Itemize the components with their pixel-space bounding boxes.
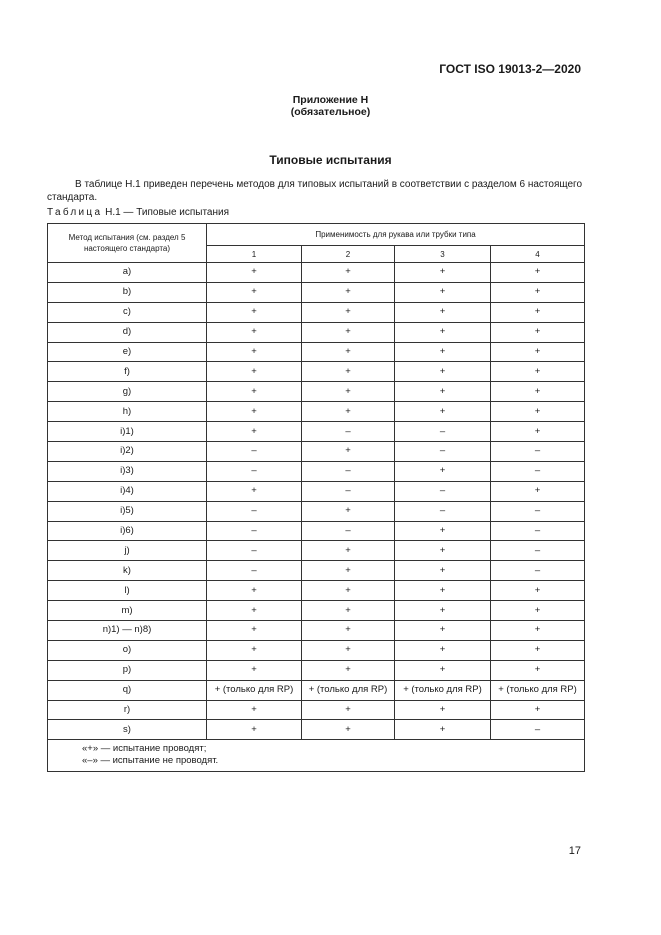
applicability-cell-type-2: +	[302, 263, 395, 283]
table-row	[48, 541, 585, 561]
table-row	[48, 621, 585, 641]
method-column-header: Метод испытания (см. раздел 5 настоящего стандарта)	[48, 224, 207, 263]
note-minus: «–» — испытание не проводят.	[82, 755, 219, 767]
applicability-cell-type-4: +	[491, 481, 585, 501]
applicability-cell-type-3: +	[395, 660, 491, 680]
table-row	[48, 362, 585, 382]
applicability-cell-type-3: +	[395, 461, 491, 481]
method-cell: m)	[48, 601, 207, 621]
applicability-cell-type-2: –	[302, 481, 395, 501]
annex-title: Приложение Н	[292, 94, 369, 106]
applicability-cell-type-2: +	[302, 282, 395, 302]
method-cell: i)5)	[48, 501, 207, 521]
applicability-cell-type-2: +	[302, 621, 395, 641]
applicability-cell-type-4: +	[491, 282, 585, 302]
applicability-cell-type-1: +	[207, 342, 302, 362]
table-row	[48, 521, 585, 541]
applicability-cell-type-2: +	[302, 581, 395, 601]
table-row	[48, 382, 585, 402]
table-row	[48, 601, 585, 621]
table-body	[48, 263, 585, 740]
applicability-cell-type-3: +	[395, 342, 491, 362]
table-row	[48, 402, 585, 422]
applicability-cell-type-4: –	[491, 461, 585, 481]
applicability-cell-type-1: +	[207, 700, 302, 720]
applicability-cell-type-1: –	[207, 521, 302, 541]
note-plus: «+» — испытание проводят;	[82, 743, 207, 755]
applicability-cell-type-4: +	[491, 640, 585, 660]
applicability-cell-type-4: +	[491, 342, 585, 362]
applicability-cell-type-2: +	[302, 442, 395, 462]
method-cell: p)	[48, 660, 207, 680]
applicability-cell-type-3: –	[395, 501, 491, 521]
applicability-cell-type-4: +	[491, 700, 585, 720]
table-row	[48, 581, 585, 601]
method-cell: i)1)	[48, 422, 207, 442]
table-caption	[47, 207, 229, 218]
applicability-cell-type-4: +	[491, 362, 585, 382]
applicability-cell-type-3: +	[395, 322, 491, 342]
applicability-cell-type-3: +	[395, 263, 491, 283]
applicability-cell-type-1: +	[207, 362, 302, 382]
table-row	[48, 481, 585, 501]
method-cell: i)6)	[48, 521, 207, 541]
table-row	[48, 302, 585, 322]
type-tests-table	[47, 223, 585, 772]
method-cell: j)	[48, 541, 207, 561]
table-row	[48, 322, 585, 342]
table-row	[48, 640, 585, 660]
applicability-cell-type-1: +	[207, 382, 302, 402]
applicability-cell-type-2: +	[302, 402, 395, 422]
applicability-cell-type-1: + (только для RP)	[207, 680, 302, 700]
applicability-cell-type-1: –	[207, 561, 302, 581]
applicability-cell-type-2: +	[302, 561, 395, 581]
method-cell: g)	[48, 382, 207, 402]
standard-designation: ГОСТ ISO 19013-2—2020	[439, 62, 581, 76]
table-row	[48, 442, 585, 462]
applicability-cell-type-4: +	[491, 581, 585, 601]
applicability-cell-type-4: +	[491, 402, 585, 422]
method-cell: e)	[48, 342, 207, 362]
applicability-cell-type-4: –	[491, 541, 585, 561]
method-cell: i)4)	[48, 481, 207, 501]
applicability-cell-type-2: +	[302, 362, 395, 382]
applicability-header: Применимость для рукава или трубки типа	[207, 224, 585, 246]
applicability-cell-type-2: –	[302, 461, 395, 481]
applicability-cell-type-4: –	[491, 442, 585, 462]
applicability-cell-type-3: +	[395, 402, 491, 422]
method-cell: h)	[48, 402, 207, 422]
applicability-cell-type-2: +	[302, 660, 395, 680]
applicability-cell-type-3: +	[395, 561, 491, 581]
applicability-cell-type-1: +	[207, 422, 302, 442]
table-row	[48, 282, 585, 302]
applicability-cell-type-1: –	[207, 461, 302, 481]
applicability-cell-type-3: +	[395, 621, 491, 641]
applicability-cell-type-1: +	[207, 402, 302, 422]
type-header-2: 2	[302, 246, 395, 263]
method-cell: f)	[48, 362, 207, 382]
applicability-cell-type-4: –	[491, 501, 585, 521]
table-row	[48, 561, 585, 581]
applicability-cell-type-4: +	[491, 322, 585, 342]
applicability-cell-type-2: + (только для RP)	[302, 680, 395, 700]
type-header-3: 3	[395, 246, 491, 263]
type-header-1: 1	[207, 246, 302, 263]
applicability-cell-type-1: –	[207, 501, 302, 521]
applicability-cell-type-3: +	[395, 720, 491, 740]
method-cell: k)	[48, 561, 207, 581]
applicability-cell-type-3: +	[395, 640, 491, 660]
table-row	[48, 422, 585, 442]
applicability-cell-type-4: +	[491, 660, 585, 680]
method-cell: d)	[48, 322, 207, 342]
applicability-cell-type-2: +	[302, 720, 395, 740]
applicability-cell-type-2: +	[302, 382, 395, 402]
applicability-cell-type-3: +	[395, 382, 491, 402]
table-row	[48, 461, 585, 481]
applicability-cell-type-3: –	[395, 442, 491, 462]
section-title: Типовые испытания	[269, 153, 392, 167]
applicability-cell-type-1: +	[207, 660, 302, 680]
method-cell: l)	[48, 581, 207, 601]
applicability-cell-type-1: +	[207, 322, 302, 342]
table-notes	[48, 740, 585, 772]
type-header-4: 4	[491, 246, 585, 263]
applicability-cell-type-4: –	[491, 521, 585, 541]
applicability-cell-type-1: +	[207, 282, 302, 302]
method-cell: q)	[48, 680, 207, 700]
applicability-cell-type-2: +	[302, 601, 395, 621]
method-cell: r)	[48, 700, 207, 720]
applicability-cell-type-4: +	[491, 422, 585, 442]
method-cell: i)3)	[48, 461, 207, 481]
method-cell: c)	[48, 302, 207, 322]
applicability-cell-type-4: +	[491, 263, 585, 283]
applicability-cell-type-2: +	[302, 501, 395, 521]
table-row	[48, 700, 585, 720]
applicability-cell-type-4: +	[491, 302, 585, 322]
applicability-cell-type-2: +	[302, 302, 395, 322]
applicability-cell-type-3: +	[395, 700, 491, 720]
applicability-cell-type-2: +	[302, 700, 395, 720]
method-cell: o)	[48, 640, 207, 660]
table-row	[48, 342, 585, 362]
applicability-cell-type-3: +	[395, 581, 491, 601]
table-row	[48, 501, 585, 521]
applicability-cell-type-1: +	[207, 263, 302, 283]
applicability-cell-type-2: –	[302, 422, 395, 442]
applicability-cell-type-2: +	[302, 541, 395, 561]
applicability-cell-type-3: +	[395, 521, 491, 541]
table-row	[48, 263, 585, 283]
applicability-cell-type-1: +	[207, 302, 302, 322]
applicability-cell-type-2: –	[302, 521, 395, 541]
applicability-cell-type-4: –	[491, 561, 585, 581]
applicability-cell-type-1: –	[207, 541, 302, 561]
applicability-cell-type-4: –	[491, 720, 585, 740]
method-cell: b)	[48, 282, 207, 302]
table-row	[48, 720, 585, 740]
applicability-cell-type-4: + (только для RP)	[491, 680, 585, 700]
applicability-cell-type-2: +	[302, 342, 395, 362]
applicability-cell-type-3: +	[395, 362, 491, 382]
applicability-cell-type-3: –	[395, 481, 491, 501]
applicability-cell-type-1: +	[207, 581, 302, 601]
table-row	[48, 680, 585, 700]
applicability-cell-type-3: +	[395, 302, 491, 322]
table-row	[48, 660, 585, 680]
applicability-cell-type-4: +	[491, 382, 585, 402]
applicability-cell-type-3: +	[395, 541, 491, 561]
applicability-cell-type-4: +	[491, 621, 585, 641]
applicability-cell-type-3: +	[395, 601, 491, 621]
method-cell: s)	[48, 720, 207, 740]
method-cell: a)	[48, 263, 207, 283]
annex-subtitle: (обязательное)	[290, 106, 371, 118]
table-caption-rest: Н.1 — Типовые испытания	[102, 207, 230, 218]
applicability-cell-type-2: +	[302, 322, 395, 342]
method-cell: i)2)	[48, 442, 207, 462]
applicability-cell-type-1: +	[207, 720, 302, 740]
applicability-cell-type-3: –	[395, 422, 491, 442]
applicability-cell-type-1: +	[207, 621, 302, 641]
applicability-cell-type-3: +	[395, 282, 491, 302]
applicability-cell-type-2: +	[302, 640, 395, 660]
applicability-cell-type-1: +	[207, 601, 302, 621]
method-cell: n)1) — n)8)	[48, 621, 207, 641]
page-number: 17	[568, 845, 581, 857]
applicability-cell-type-1: +	[207, 640, 302, 660]
intro-paragraph: В таблице Н.1 приведен перечень методов для типовых испытаний в соответствии с разделом 6 настоящего стандарта.	[47, 179, 583, 203]
applicability-cell-type-3: + (только для RP)	[395, 680, 491, 700]
applicability-cell-type-1: +	[207, 481, 302, 501]
applicability-cell-type-1: –	[207, 442, 302, 462]
table-caption-prefix: Таблица	[47, 207, 103, 218]
applicability-cell-type-4: +	[491, 601, 585, 621]
